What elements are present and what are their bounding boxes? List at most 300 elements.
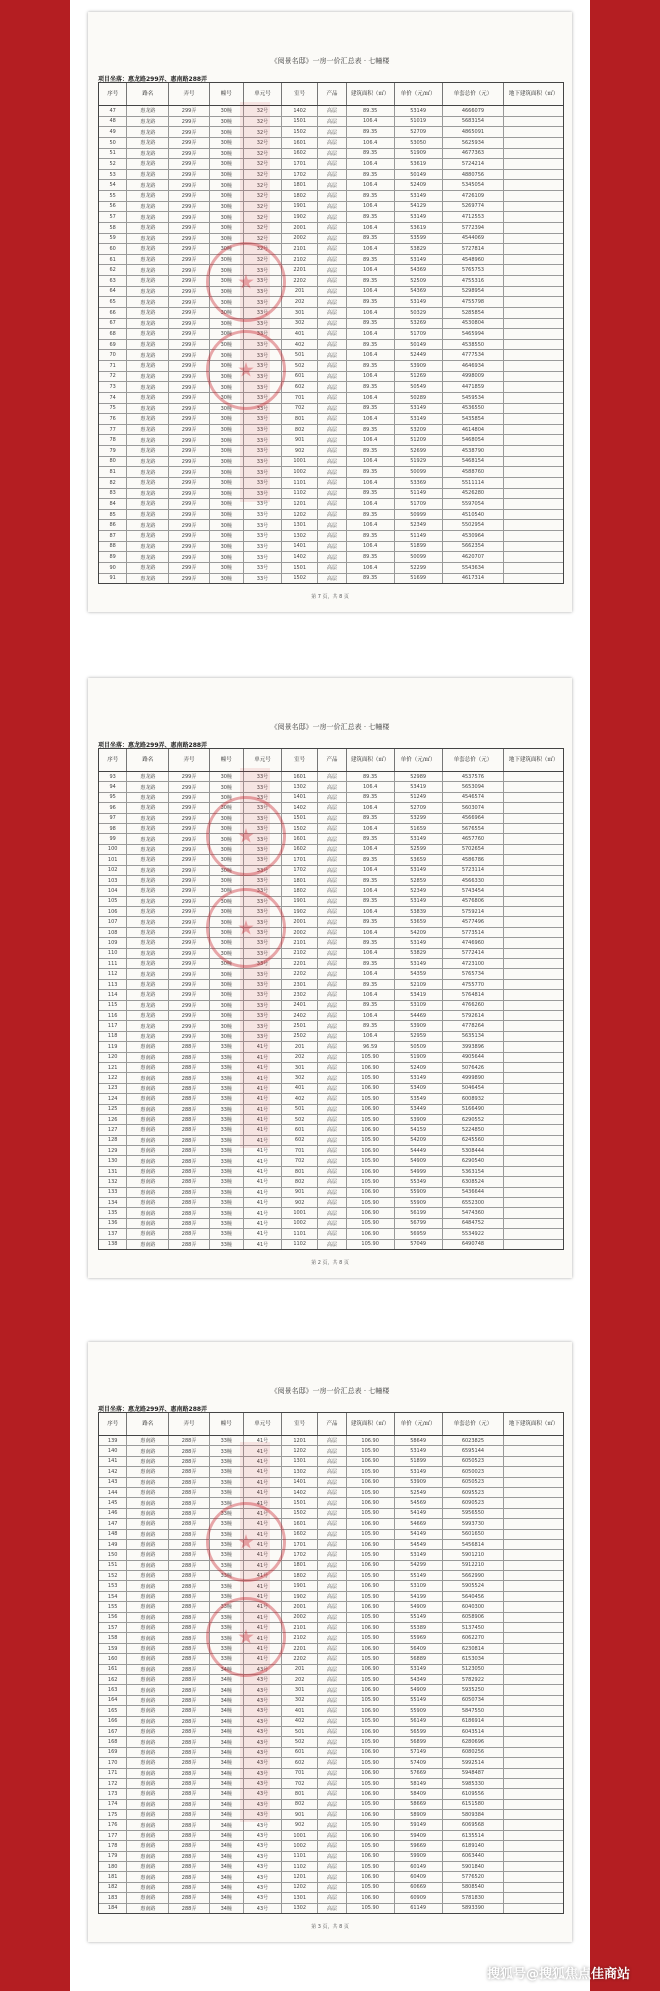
table-cell: 288弄 [169, 1519, 209, 1528]
table-cell: 150 [99, 1550, 127, 1559]
table-row [99, 1105, 563, 1115]
table-cell: 1101 [282, 1229, 318, 1238]
table-row [99, 1094, 563, 1104]
table-cell: 2501 [282, 1021, 318, 1030]
column-header: 序号 [99, 83, 127, 105]
table-cell: 50999 [395, 510, 443, 520]
table-row [99, 574, 563, 584]
table-row [99, 1561, 563, 1571]
table-cell: 299弄 [169, 404, 209, 414]
table-row [99, 350, 563, 361]
table-row [99, 552, 563, 563]
table-cell: 149 [99, 1540, 127, 1549]
table-cell: 惠南路 [127, 1872, 169, 1881]
table-cell: 105.90 [347, 1198, 395, 1207]
table-cell: 89.35 [347, 980, 395, 989]
table-cell: 惠龙路 [127, 793, 169, 802]
table-cell: 288弄 [169, 1779, 209, 1788]
table-cell [504, 1042, 563, 1051]
table-cell: 1902 [282, 1592, 318, 1601]
table-cell: 43号 [244, 1685, 282, 1694]
table-cell: 106.4 [347, 435, 395, 445]
table-cell: 高层 [318, 467, 346, 477]
table-cell: 106.4 [347, 478, 395, 488]
table-cell: 702 [282, 404, 318, 414]
table-cell [504, 1032, 563, 1041]
table-cell: 89.35 [347, 106, 395, 116]
table-cell: 高层 [318, 1717, 346, 1726]
table-cell: 惠龙路 [127, 457, 169, 467]
table-cell: 106.90 [347, 1748, 395, 1757]
table-cell: 288弄 [169, 1748, 209, 1757]
table-row [99, 1530, 563, 1540]
table-cell [504, 1602, 563, 1611]
table-cell: 惠南路 [127, 1488, 169, 1497]
table-cell: 299弄 [169, 907, 209, 916]
table-row [99, 1841, 563, 1851]
table-cell [504, 234, 563, 244]
table-cell: 53269 [395, 319, 443, 329]
table-cell: 30幢 [210, 855, 244, 864]
table-cell: 32号 [244, 191, 282, 201]
table-row [99, 1727, 563, 1737]
table-row [99, 1073, 563, 1083]
table-cell: 106.90 [347, 1208, 395, 1217]
table-cell: 43号 [244, 1800, 282, 1809]
column-header: 产品 [318, 83, 346, 105]
table-cell: 89.35 [347, 552, 395, 562]
table-cell [504, 574, 563, 584]
table-cell: 288弄 [169, 1758, 209, 1767]
table-cell: 惠南路 [127, 1457, 169, 1466]
table-cell: 288弄 [169, 1561, 209, 1570]
table-cell: 惠南路 [127, 1156, 169, 1165]
table-cell: 106.90 [347, 1872, 395, 1881]
table-cell: 34幢 [210, 1872, 244, 1881]
table-cell: 惠龙路 [127, 949, 169, 958]
table-cell: 高层 [318, 845, 346, 854]
table-cell [504, 287, 563, 297]
table-cell: 4471859 [443, 382, 505, 392]
table-cell: 288弄 [169, 1125, 209, 1134]
table-cell: 5459534 [443, 393, 505, 403]
table-cell: 299弄 [169, 319, 209, 329]
table-cell: 106.90 [347, 1457, 395, 1466]
table-cell: 高层 [318, 489, 346, 499]
table-cell [504, 1467, 563, 1476]
table-cell: 33幢 [210, 1561, 244, 1570]
table-cell [504, 1156, 563, 1165]
table-row [99, 202, 563, 213]
table-row [99, 1219, 563, 1229]
table-cell: 1401 [282, 1478, 318, 1487]
table-cell: 106.90 [347, 1893, 395, 1902]
table-cell [504, 1177, 563, 1186]
table-cell: 53149 [395, 1665, 443, 1674]
table-cell: 299弄 [169, 1001, 209, 1010]
table-cell: 惠龙路 [127, 435, 169, 445]
table-cell [504, 1852, 563, 1861]
table-cell: 4588760 [443, 467, 505, 477]
table-cell: 30幢 [210, 917, 244, 926]
table-cell: 106.90 [347, 1769, 395, 1778]
table-cell [504, 1872, 563, 1881]
table-cell: 41号 [244, 1063, 282, 1072]
table-cell: 6040300 [443, 1602, 505, 1611]
table-cell: 174 [99, 1800, 127, 1809]
table-cell: 299弄 [169, 949, 209, 958]
table-cell: 288弄 [169, 1498, 209, 1507]
table-cell: 惠南路 [127, 1208, 169, 1217]
table-cell: 89.35 [347, 814, 395, 823]
table-row [99, 404, 563, 415]
table-cell: 402 [282, 1717, 318, 1726]
table-cell: 601 [282, 1748, 318, 1757]
table-cell: 105.90 [347, 1094, 395, 1103]
table-cell: 288弄 [169, 1571, 209, 1580]
table-cell: 33号 [244, 1032, 282, 1041]
table-cell: 288弄 [169, 1685, 209, 1694]
table-cell: 惠龙路 [127, 510, 169, 520]
table-cell [504, 361, 563, 371]
table-cell [504, 138, 563, 148]
table-cell: 702 [282, 1779, 318, 1788]
table-cell: 1402 [282, 803, 318, 812]
table-row [99, 1167, 563, 1177]
table-cell: 52449 [395, 350, 443, 360]
table-cell: 61149 [395, 1904, 443, 1913]
table-cell [504, 1240, 563, 1249]
table-cell: 106.90 [347, 1084, 395, 1093]
table-cell: 高层 [318, 202, 346, 212]
table-cell: 30幢 [210, 276, 244, 286]
table-cell: 41号 [244, 1488, 282, 1497]
table-row [99, 917, 563, 927]
table-cell: 高层 [318, 308, 346, 318]
table-cell: 高层 [318, 1893, 346, 1902]
table-cell: 高层 [318, 1872, 346, 1881]
table-cell: 177 [99, 1831, 127, 1840]
table-cell: 54149 [395, 1509, 443, 1518]
table-cell: 41号 [244, 1602, 282, 1611]
table-cell: 30幢 [210, 117, 244, 127]
table-cell: 2101 [282, 938, 318, 947]
table-cell: 33幢 [210, 1644, 244, 1653]
table-row [99, 1675, 563, 1685]
table-cell: 288弄 [169, 1904, 209, 1913]
table-cell: 106.4 [347, 414, 395, 424]
table-cell: 299弄 [169, 457, 209, 467]
table-cell: 惠南路 [127, 1519, 169, 1528]
table-cell: 105.90 [347, 1696, 395, 1705]
table-cell: 89.35 [347, 297, 395, 307]
table-cell: 高层 [318, 1675, 346, 1684]
table-cell: 72 [99, 372, 127, 382]
table-cell: 105.90 [347, 1613, 395, 1622]
table-cell: 105.90 [347, 1820, 395, 1829]
table-cell: 50329 [395, 308, 443, 318]
table-cell [504, 1208, 563, 1217]
table-cell: 30幢 [210, 510, 244, 520]
table-cell: 1502 [282, 1509, 318, 1518]
table-cell: 33幢 [210, 1592, 244, 1601]
table-cell: 147 [99, 1519, 127, 1528]
table-cell: 288弄 [169, 1509, 209, 1518]
table-cell: 惠龙路 [127, 393, 169, 403]
table-cell: 1602 [282, 845, 318, 854]
table-cell: 89.35 [347, 425, 395, 435]
table-cell: 3993896 [443, 1042, 505, 1051]
table-cell: 4614804 [443, 425, 505, 435]
table-cell: 惠龙路 [127, 845, 169, 854]
table-cell: 30幢 [210, 803, 244, 812]
table-cell: 惠南路 [127, 1446, 169, 1455]
table-cell: 30幢 [210, 772, 244, 781]
table-row [99, 1820, 563, 1830]
table-cell: 惠南路 [127, 1613, 169, 1622]
table-row [99, 1498, 563, 1508]
table-cell: 53659 [395, 855, 443, 864]
table-cell: 105 [99, 897, 127, 906]
table-cell: 288弄 [169, 1467, 209, 1476]
price-table [98, 1412, 564, 1914]
table-cell: 5363154 [443, 1167, 505, 1176]
table-cell: 高层 [318, 1146, 346, 1155]
table-row [99, 244, 563, 255]
table-cell: 30幢 [210, 1011, 244, 1020]
table-cell: 299弄 [169, 382, 209, 392]
table-cell: 1702 [282, 866, 318, 875]
table-cell: 62 [99, 265, 127, 275]
table-cell: 高层 [318, 1862, 346, 1871]
table-cell: 惠龙路 [127, 803, 169, 812]
table-cell: 33幢 [210, 1467, 244, 1476]
table-row [99, 106, 563, 117]
table-cell: 86 [99, 520, 127, 530]
table-cell [504, 938, 563, 947]
table-cell: 2002 [282, 1613, 318, 1622]
table-cell: 54569 [395, 1498, 443, 1507]
table-cell: 89.35 [347, 855, 395, 864]
table-cell: 59409 [395, 1831, 443, 1840]
table-row [99, 425, 563, 436]
table-cell: 33号 [244, 457, 282, 467]
table-cell [504, 319, 563, 329]
table-cell: 105.90 [347, 1446, 395, 1455]
table-cell: 4865091 [443, 127, 505, 137]
table-cell: 6080256 [443, 1748, 505, 1757]
table-cell: 121 [99, 1063, 127, 1072]
table-cell: 41号 [244, 1240, 282, 1249]
table-row [99, 467, 563, 478]
table-cell: 602 [282, 382, 318, 392]
table-cell: 119 [99, 1042, 127, 1051]
table-cell [504, 1706, 563, 1715]
table-cell: 33号 [244, 382, 282, 392]
table-cell: 288弄 [169, 1115, 209, 1124]
table-cell: 高层 [318, 1063, 346, 1072]
table-cell: 106.90 [347, 1561, 395, 1570]
table-cell: 288弄 [169, 1623, 209, 1632]
table-cell: 51709 [395, 499, 443, 509]
table-cell: 30幢 [210, 467, 244, 477]
table-cell: 51269 [395, 372, 443, 382]
table-row [99, 1467, 563, 1477]
table-cell: 171 [99, 1769, 127, 1778]
table-cell: 30幢 [210, 834, 244, 843]
table-cell: 33幢 [210, 1446, 244, 1455]
table-cell: 33幢 [210, 1540, 244, 1549]
table-cell: 33号 [244, 340, 282, 350]
table-cell: 33幢 [210, 1136, 244, 1145]
table-row [99, 170, 563, 181]
table-cell: 73 [99, 382, 127, 392]
table-cell: 6023825 [443, 1436, 505, 1445]
table-cell: 高层 [318, 1053, 346, 1062]
table-cell [504, 1831, 563, 1840]
table-cell: 5808540 [443, 1883, 505, 1892]
table-cell: 288弄 [169, 1613, 209, 1622]
table-cell: 34幢 [210, 1831, 244, 1840]
table-cell [504, 1530, 563, 1539]
table-cell: 惠龙路 [127, 938, 169, 947]
table-cell: 高层 [318, 1073, 346, 1082]
table-cell: 惠南路 [127, 1146, 169, 1155]
table-cell: 54149 [395, 1530, 443, 1539]
table-cell: 89.35 [347, 531, 395, 541]
table-cell: 96.59 [347, 1042, 395, 1051]
table-cell: 33幢 [210, 1613, 244, 1622]
table-cell: 高层 [318, 276, 346, 286]
table-cell: 106.4 [347, 159, 395, 169]
table-cell: 53909 [395, 1478, 443, 1487]
table-cell: 4666079 [443, 106, 505, 116]
table-cell: 95 [99, 793, 127, 802]
table-cell: 101 [99, 855, 127, 864]
table-cell: 136 [99, 1219, 127, 1228]
table-cell: 4755798 [443, 297, 505, 307]
table-cell: 54299 [395, 1561, 443, 1570]
table-cell: 33幢 [210, 1530, 244, 1539]
table-cell: 33幢 [210, 1498, 244, 1507]
table-cell: 902 [282, 1820, 318, 1829]
table-cell: 288弄 [169, 1084, 209, 1093]
table-cell: 6109556 [443, 1789, 505, 1798]
table-cell: 惠南路 [127, 1530, 169, 1539]
table-cell: 1702 [282, 170, 318, 180]
table-cell: 43号 [244, 1883, 282, 1892]
table-cell: 122 [99, 1073, 127, 1082]
table-cell: 106.90 [347, 1581, 395, 1590]
table-cell: 高层 [318, 1852, 346, 1861]
price-list-page [88, 678, 572, 1278]
table-cell: 高层 [318, 404, 346, 414]
table-cell: 高层 [318, 824, 346, 833]
table-cell: 167 [99, 1727, 127, 1736]
table-cell: 54669 [395, 1519, 443, 1528]
table-cell: 高层 [318, 1820, 346, 1829]
table-cell: 106.90 [347, 1063, 395, 1072]
table-cell: 41号 [244, 1042, 282, 1051]
table-cell: 41号 [244, 1177, 282, 1186]
table-cell: 41号 [244, 1530, 282, 1539]
table-cell: 5993730 [443, 1519, 505, 1528]
table-cell: 4646934 [443, 361, 505, 371]
table-cell [504, 170, 563, 180]
table-cell: 105.90 [347, 1219, 395, 1228]
table-row [99, 234, 563, 245]
table-cell: 52959 [395, 1032, 443, 1041]
table-cell: 1501 [282, 117, 318, 127]
table-cell: 惠龙路 [127, 382, 169, 392]
table-cell: 6595144 [443, 1446, 505, 1455]
table-cell: 33幢 [210, 1478, 244, 1487]
table-cell: 1902 [282, 212, 318, 222]
table-row [99, 1800, 563, 1810]
table-cell: 33幢 [210, 1125, 244, 1134]
table-cell: 30幢 [210, 404, 244, 414]
column-header: 序号 [99, 749, 127, 771]
table-cell: 125 [99, 1105, 127, 1114]
table-row [99, 255, 563, 266]
table-cell: 惠南路 [127, 1498, 169, 1507]
table-cell: 60409 [395, 1872, 443, 1881]
table-cell: 6095523 [443, 1488, 505, 1497]
table-cell: 惠龙路 [127, 255, 169, 265]
table-cell: 299弄 [169, 106, 209, 116]
price-list-page [88, 1342, 572, 1942]
table-cell: 288弄 [169, 1146, 209, 1155]
table-cell: 299弄 [169, 212, 209, 222]
table-cell: 106.90 [347, 1229, 395, 1238]
table-cell: 41号 [244, 1229, 282, 1238]
table-cell: 高层 [318, 1540, 346, 1549]
table-cell: 6062270 [443, 1633, 505, 1642]
table-cell: 1402 [282, 552, 318, 562]
table-cell: 53149 [395, 255, 443, 265]
table-cell: 33号 [244, 866, 282, 875]
table-cell: 33号 [244, 499, 282, 509]
table-cell: 2301 [282, 980, 318, 989]
table-row [99, 866, 563, 876]
table-cell: 高层 [318, 1457, 346, 1466]
table-cell: 58149 [395, 1779, 443, 1788]
table-cell: 惠龙路 [127, 297, 169, 307]
table-cell: 33幢 [210, 1219, 244, 1228]
table-cell: 89.35 [347, 772, 395, 781]
table-cell: 惠龙路 [127, 552, 169, 562]
table-cell: 299弄 [169, 202, 209, 212]
table-cell [504, 478, 563, 488]
table-cell: 88 [99, 542, 127, 552]
table-cell: 180 [99, 1862, 127, 1871]
table-cell: 106.4 [347, 907, 395, 916]
table-row [99, 563, 563, 574]
table-cell: 288弄 [169, 1789, 209, 1798]
table-cell [504, 1198, 563, 1207]
table-cell: 33号 [244, 803, 282, 812]
table-cell: 106.90 [347, 1105, 395, 1114]
table-cell: 30幢 [210, 350, 244, 360]
table-cell: 34幢 [210, 1727, 244, 1736]
table-cell: 高层 [318, 117, 346, 127]
table-cell: 2001 [282, 223, 318, 233]
page-title: 《阅景名邸》一房一价汇总表 · 七幢楼 [270, 1387, 390, 1395]
table-cell: 32号 [244, 202, 282, 212]
table-cell: 89.35 [347, 510, 395, 520]
table-cell: 127 [99, 1125, 127, 1134]
table-cell: 高层 [318, 244, 346, 254]
